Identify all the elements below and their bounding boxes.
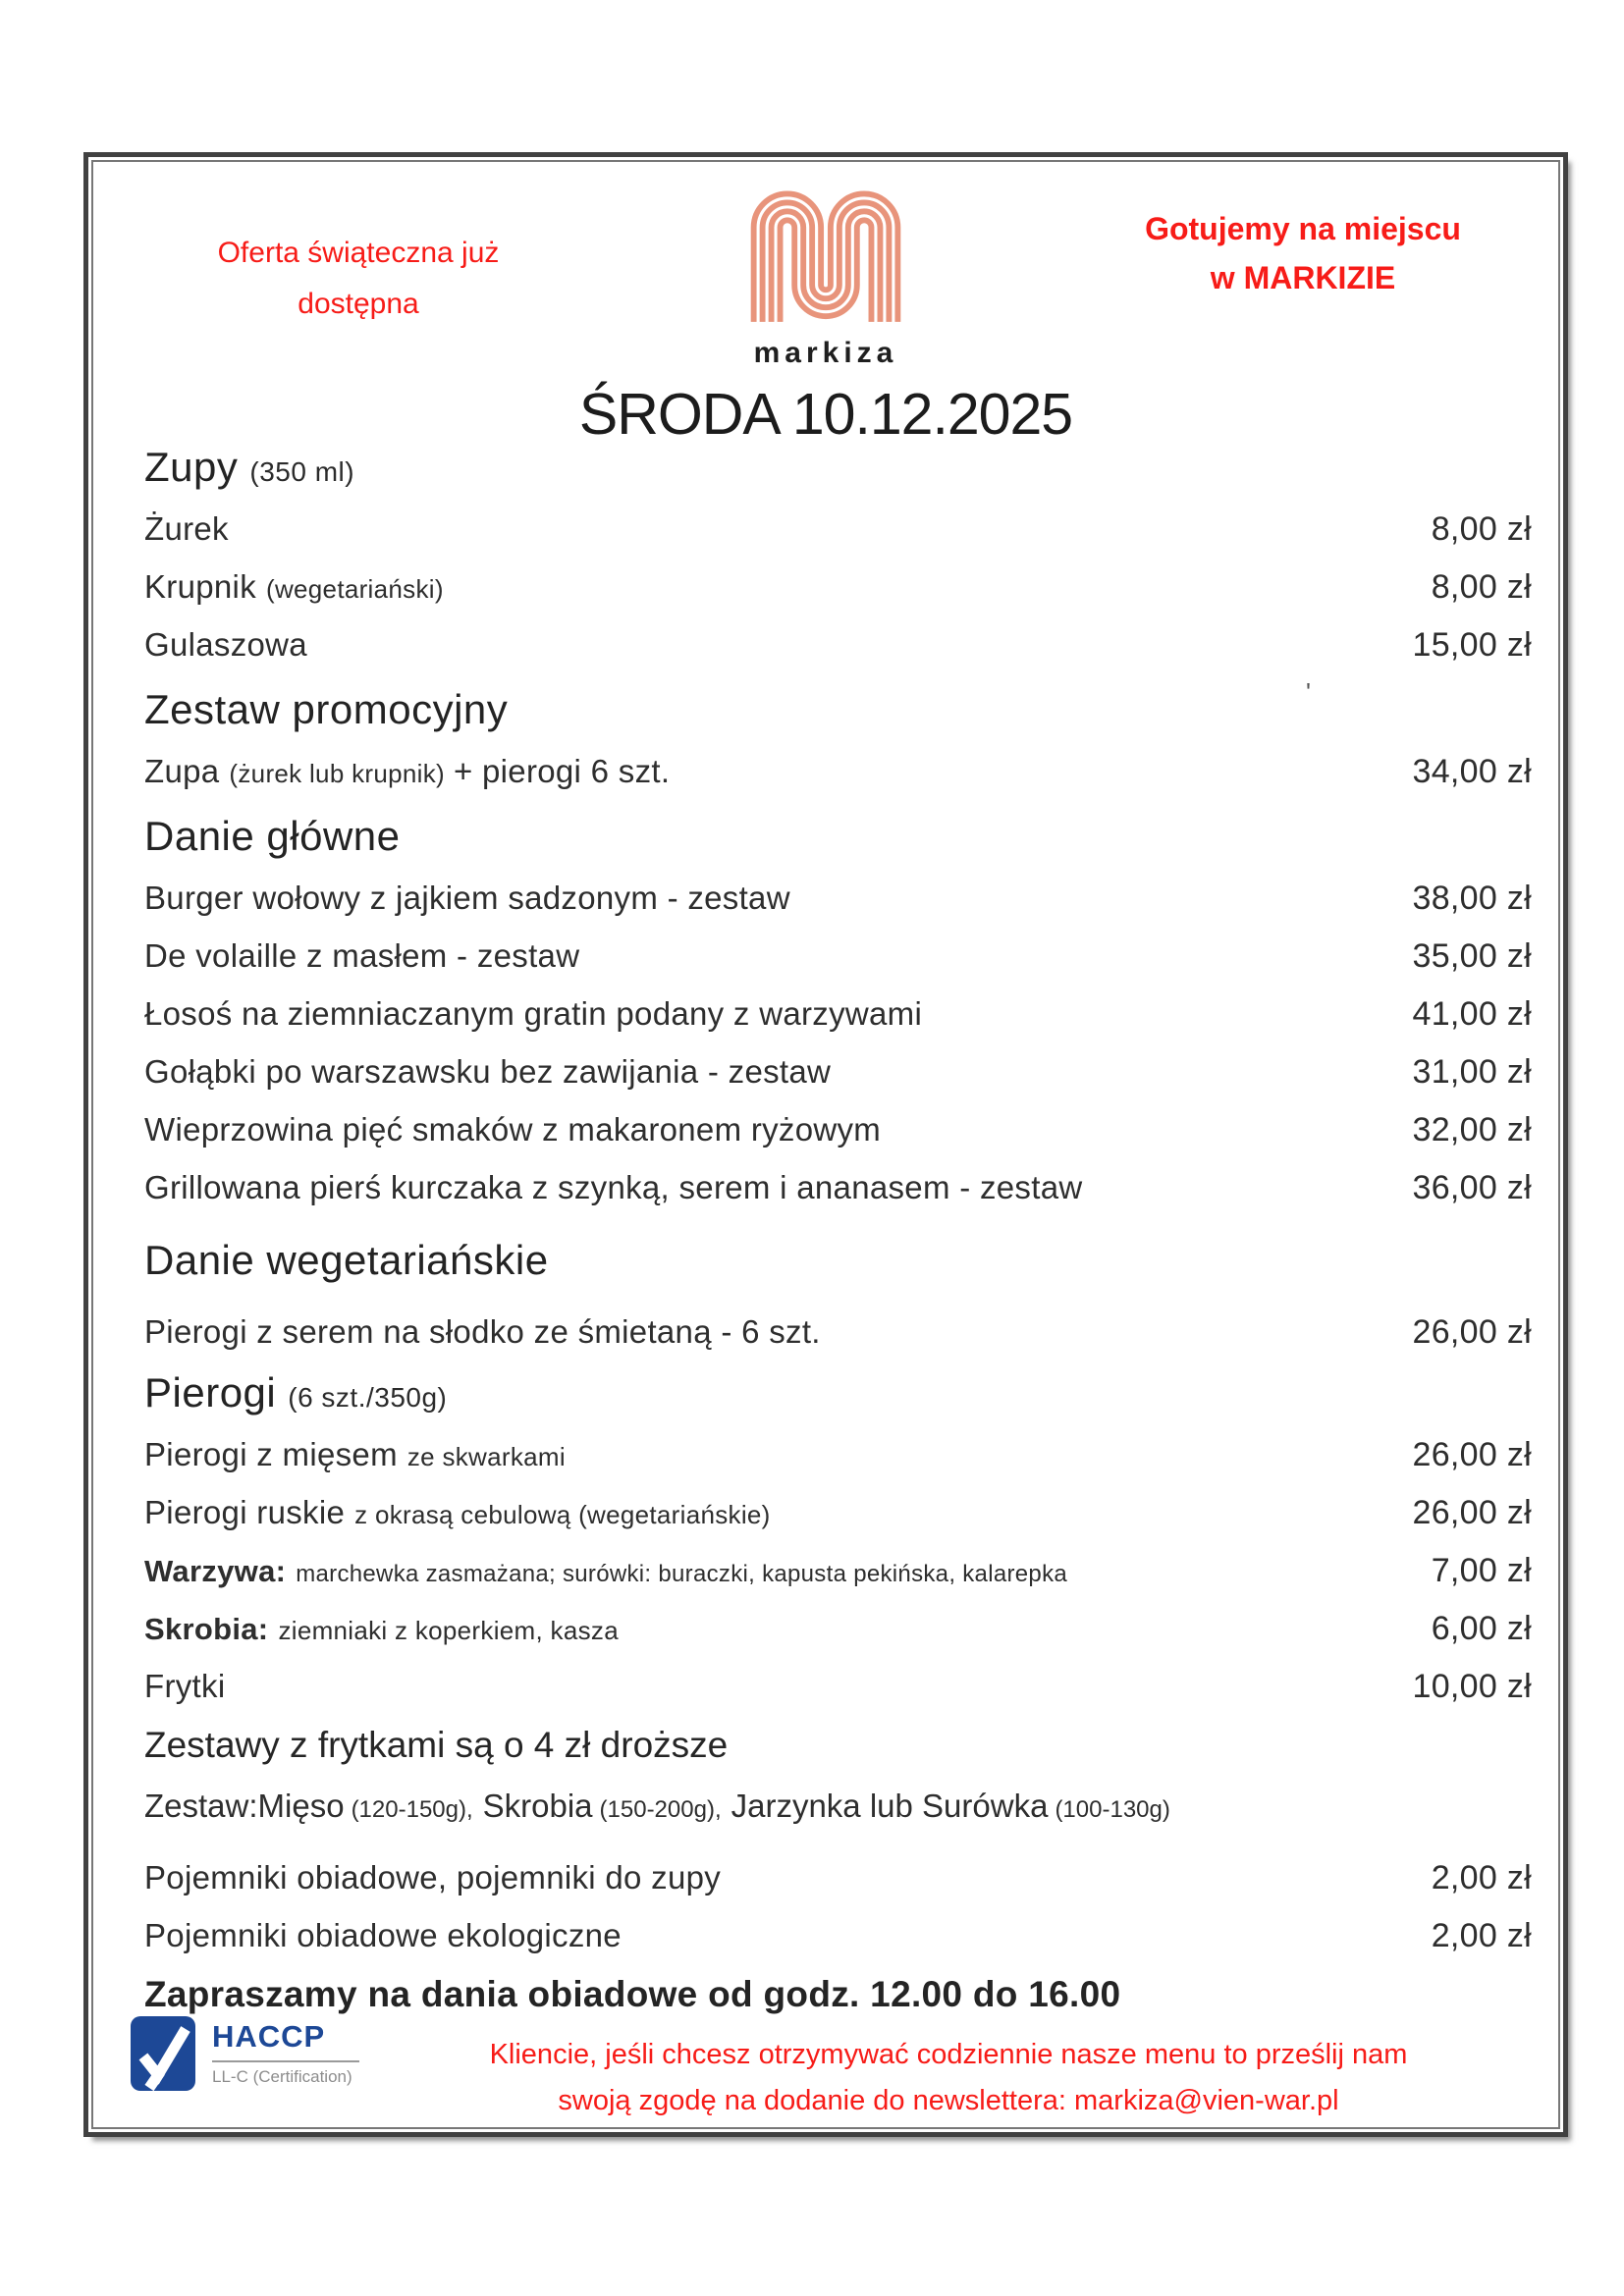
item-name: Pierogi ruskie bbox=[144, 1494, 346, 1530]
markiza-m-icon bbox=[740, 183, 912, 330]
holiday-offer-line2: dostępna bbox=[298, 288, 419, 320]
menu-item-row bbox=[144, 869, 1532, 927]
stray-mark: ' bbox=[1306, 677, 1311, 707]
section-heading-zestaw-promocyjny bbox=[144, 677, 1532, 742]
menu-item-row bbox=[144, 1657, 1532, 1715]
menu-body bbox=[144, 435, 1532, 2025]
section-title: Pierogi bbox=[144, 1369, 277, 1415]
item-name: Krupnik bbox=[144, 568, 256, 605]
section-title: Danie wegetariańskie bbox=[144, 1237, 549, 1283]
section-note: (6 szt./350g) bbox=[288, 1382, 448, 1413]
menu-item-row bbox=[144, 558, 1532, 615]
set-part: Skrobia bbox=[482, 1788, 593, 1824]
item-price: 38,00 zł bbox=[1412, 880, 1532, 917]
item-note: marchewka zasmażana; surówki: buraczki, kapusta pekińska, kalarepka bbox=[296, 1561, 1068, 1587]
item-name: Łosoś na ziemniaczanym gratin podany z warzywami bbox=[144, 995, 923, 1032]
brand-logo bbox=[740, 183, 912, 370]
newsletter-line2: swoją zgodę na dodanie do newslettera: markiza@vien-war.pl bbox=[558, 2085, 1339, 2116]
section-heading-pierogi bbox=[144, 1361, 1532, 1425]
haccp-divider bbox=[212, 2060, 359, 2062]
item-name: Pojemniki obiadowe, pojemniki do zupy bbox=[144, 1859, 722, 1896]
menu-item-row bbox=[144, 1483, 1532, 1541]
holiday-offer-line1: Oferta świąteczna już bbox=[217, 237, 500, 269]
item-name: Frytki bbox=[144, 1668, 226, 1704]
holiday-offer-notice bbox=[142, 228, 574, 330]
item-note: (wegetariański) bbox=[266, 574, 444, 604]
item-price: 10,00 zł bbox=[1412, 1668, 1532, 1705]
menu-item-row bbox=[144, 615, 1532, 673]
menu-item-row bbox=[144, 1541, 1532, 1599]
menu-item-row bbox=[144, 1425, 1532, 1483]
menu-item-row bbox=[144, 1100, 1532, 1158]
item-price: 35,00 zł bbox=[1412, 937, 1532, 975]
item-price: 7,00 zł bbox=[1431, 1552, 1532, 1589]
menu-item-row bbox=[144, 1158, 1532, 1216]
section-title: Zupy bbox=[144, 444, 239, 490]
menu-item-row bbox=[144, 1303, 1532, 1361]
item-price: 8,00 zł bbox=[1431, 568, 1532, 606]
page-title: ŚRODA 10.12.2025 bbox=[578, 382, 1073, 447]
section-heading-danie-glowne bbox=[144, 804, 1532, 869]
item-name: Zupa bbox=[144, 753, 220, 789]
item-name: Wieprzowina pięć smaków z makaronem ryżowym bbox=[144, 1111, 882, 1148]
item-price: 41,00 zł bbox=[1412, 995, 1532, 1033]
item-price: 2,00 zł bbox=[1431, 1917, 1532, 1954]
section-heading-danie-wegetarianskie bbox=[144, 1228, 1532, 1293]
opening-hours-info: Zapraszamy na dania obiadowe od godz. 12.00 do 16.00 bbox=[144, 1974, 1121, 2014]
fries-surcharge-info: Zestawy z frytkami są o 4 zł droższe bbox=[144, 1725, 729, 1765]
item-price: 8,00 zł bbox=[1431, 510, 1532, 548]
item-price: 31,00 zł bbox=[1412, 1053, 1532, 1091]
menu-item-row bbox=[144, 927, 1532, 985]
set-part-weight: (120-150g), bbox=[351, 1796, 473, 1823]
section-title: Danie główne bbox=[144, 813, 401, 859]
cooked-on-site-line1: Gotujemy na miejscu bbox=[1145, 211, 1461, 246]
set-part-weight: (100-130g) bbox=[1055, 1796, 1170, 1823]
set-part: Jarzynka lub Surówka bbox=[731, 1788, 1049, 1824]
item-name: Żurek bbox=[144, 510, 229, 547]
item-note: (żurek lub krupnik) bbox=[229, 759, 445, 788]
section-note: (350 ml) bbox=[249, 456, 355, 487]
item-name: Warzywa: bbox=[144, 1554, 287, 1588]
section-heading-zupy bbox=[144, 435, 1532, 500]
item-price: 6,00 zł bbox=[1431, 1610, 1532, 1647]
item-name: Pojemniki obiadowe ekologiczne bbox=[144, 1917, 622, 1953]
item-suffix: + pierogi 6 szt. bbox=[453, 753, 671, 789]
haccp-certification bbox=[130, 2015, 359, 2092]
menu-item-row bbox=[144, 1848, 1532, 1906]
item-price: 26,00 zł bbox=[1412, 1313, 1532, 1351]
item-price: 34,00 zł bbox=[1412, 753, 1532, 790]
item-price: 2,00 zł bbox=[1431, 1859, 1532, 1896]
item-price: 36,00 zł bbox=[1412, 1169, 1532, 1206]
menu-item-row bbox=[144, 1906, 1532, 1964]
item-note: ziemniaki z koperkiem, kasza bbox=[278, 1616, 619, 1645]
item-price: 26,00 zł bbox=[1412, 1494, 1532, 1531]
set-composition-line bbox=[144, 1776, 1532, 1837]
item-name: Burger wołowy z jajkiem sadzonym - zestaw bbox=[144, 880, 790, 916]
set-part: Zestaw:Mięso bbox=[144, 1788, 345, 1824]
menu-item-row bbox=[144, 1599, 1532, 1657]
newsletter-notice bbox=[378, 2032, 1519, 2124]
item-name: De volaille z masłem - zestaw bbox=[144, 937, 580, 974]
menu-item-row bbox=[144, 500, 1532, 558]
haccp-subtitle: LL-C (Certification) bbox=[212, 2067, 352, 2086]
item-name: Gołąbki po warszawsku bez zawijania - zestaw bbox=[144, 1053, 832, 1090]
menu-item-row bbox=[144, 1042, 1532, 1100]
item-name: Skrobia: bbox=[144, 1612, 269, 1646]
brand-name: markiza bbox=[753, 337, 898, 369]
menu-frame bbox=[83, 152, 1568, 2137]
menu-item-row bbox=[144, 742, 1532, 800]
set-part-weight: (150-200g), bbox=[599, 1796, 722, 1823]
item-price: 32,00 zł bbox=[1412, 1111, 1532, 1148]
item-price: 15,00 zł bbox=[1412, 626, 1532, 664]
haccp-title: HACCP bbox=[212, 2019, 326, 2054]
item-price: 26,00 zł bbox=[1412, 1436, 1532, 1473]
cooked-on-site-notice bbox=[1077, 204, 1529, 302]
item-name: Pierogi z mięsem bbox=[144, 1436, 398, 1472]
section-title: Zestaw promocyjny bbox=[144, 686, 509, 732]
item-name: Grillowana pierś kurczaka z szynką, serem i ananasem - zestaw bbox=[144, 1169, 1083, 1205]
cooked-on-site-line2: w MARKIZIE bbox=[1210, 260, 1396, 295]
item-name: Pierogi z serem na słodko ze śmietaną - 6 szt. bbox=[144, 1313, 821, 1350]
item-name: Gulaszowa bbox=[144, 626, 307, 663]
newsletter-line1: Kliencie, jeśli chcesz otrzymywać codziennie nasze menu to prześlij nam bbox=[489, 2039, 1408, 2070]
item-note: z okrasą cebulową (wegetariańskie) bbox=[354, 1500, 771, 1529]
item-note: ze skwarkami bbox=[406, 1442, 566, 1471]
haccp-checkmark-icon bbox=[130, 2015, 196, 2092]
menu-item-row bbox=[144, 985, 1532, 1042]
